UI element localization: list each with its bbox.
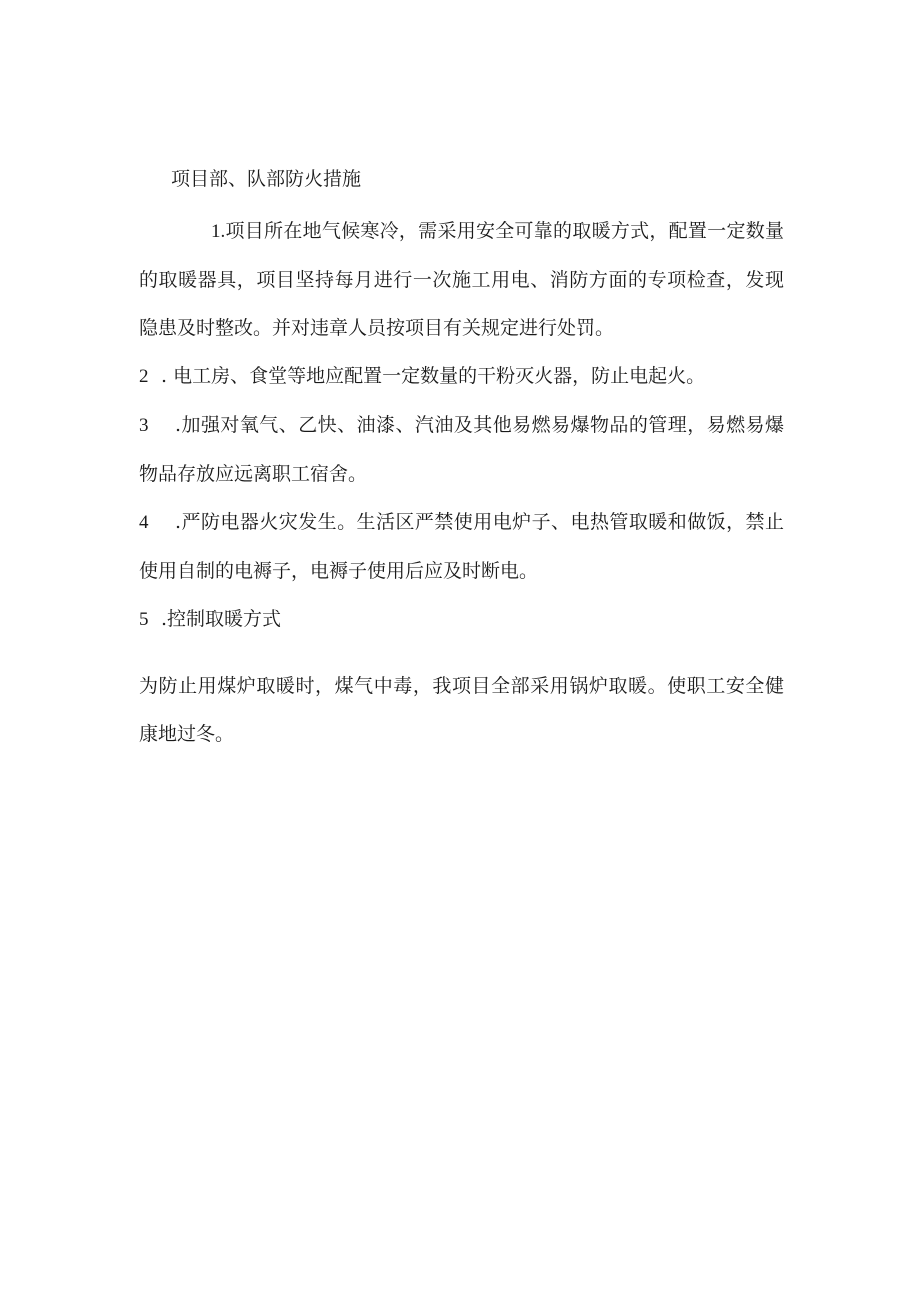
list-item-5-number: 5 xyxy=(139,609,149,630)
list-item-5-text: .控制取暖方式 xyxy=(161,608,282,630)
list-item-1-text: 项目所在地气候寒冷，需采用安全可靠的取暖方式，配置一定数量的取暖器具，项目坚持每月进行一次施工用电、消防方面的专项检查，发现隐患及时整改。并对违章人员按项目有关规定进行处罚。 xyxy=(139,220,784,339)
list-item-4 xyxy=(139,498,784,595)
list-item-3 xyxy=(139,401,784,498)
document-body xyxy=(139,157,784,758)
document-title: 项目部、队部防火措施 xyxy=(171,168,362,190)
list-item-3-number: 3 xyxy=(139,415,149,436)
list-item-4-text: .严防电器火灾发生。生活区严禁使用电炉子、电热管取暖和做饭，禁止使用自制的电褥子，电褥子使用后应及时断电。 xyxy=(139,511,784,582)
closing-paragraph: 为防止用煤炉取暖时，煤气中毒，我项目全部采用锅炉取暖。使职工安全健康地过冬。 xyxy=(139,675,784,745)
list-item-2-number: 2 xyxy=(139,366,149,387)
list-item-2 xyxy=(139,352,784,401)
list-item-2-text: . 电工房、食堂等地应配置一定数量的干粉灭火器，防止电起火。 xyxy=(161,365,706,387)
list-item-1 xyxy=(139,207,784,352)
list-item-4-number: 4 xyxy=(139,512,149,533)
list-item-5 xyxy=(139,595,784,644)
list-item-1-number: 1. xyxy=(211,221,226,242)
list-item-3-text: .加强对氧气、乙快、油漆、汽油及其他易燃易爆物品的管理，易燃易爆物品存放应远离职工宿舍。 xyxy=(139,414,784,485)
